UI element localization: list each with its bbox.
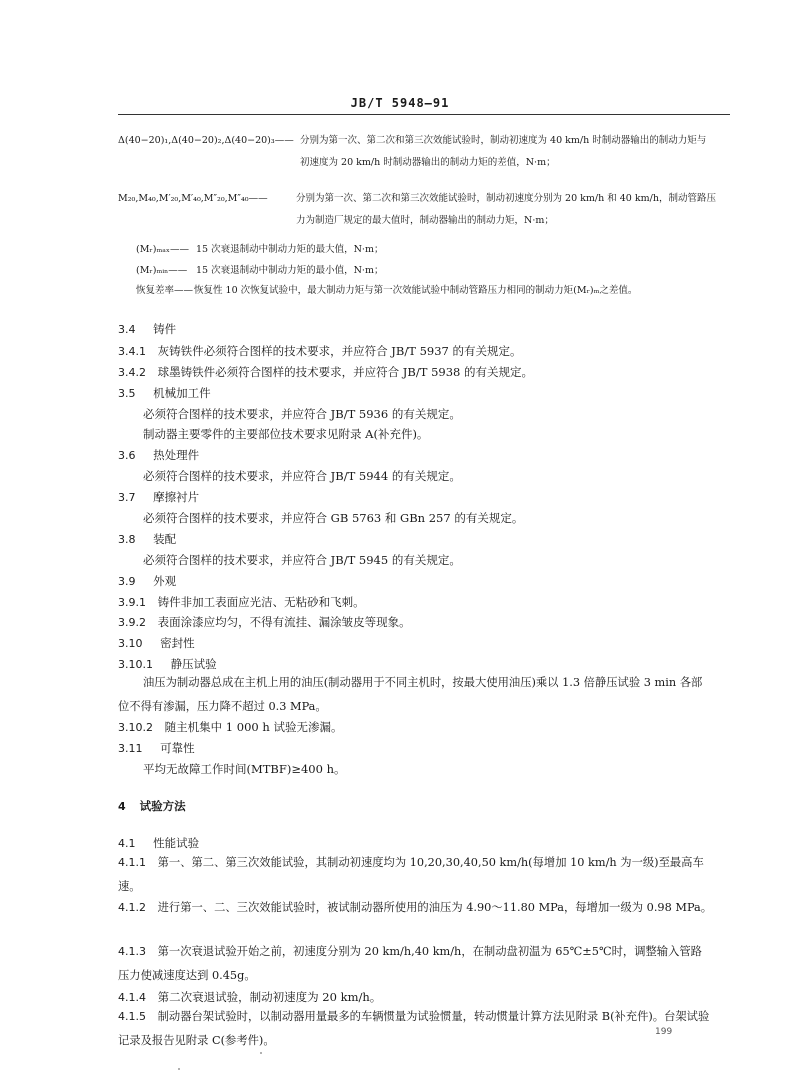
section-number: 4.1: [118, 837, 136, 850]
section-heading: [118, 447, 199, 464]
scan-speck: [178, 1068, 180, 1070]
section-heading: [118, 385, 211, 402]
clause-number: 4.1.3: [118, 945, 146, 958]
section-title: 热处理件: [153, 448, 200, 462]
section-heading: [118, 635, 195, 652]
clause-text: 进行第一、二、三次效能试验时，被试制动器所使用的油压为 4.90～11.80 MPa，每增加一级为 0.98 MPa。: [157, 901, 713, 914]
clause-text: 第一、第二、第三次效能试验，其制动初速度均为 10,20,30,40,50 km/h(每增加 10 km/h 为一级)至最高车速。: [118, 856, 704, 893]
clause-text: 第二次衰退试验，制动初速度为 20 km/h。: [157, 990, 382, 1004]
symbol-term-recovery: 恢复差率——: [136, 285, 194, 296]
section-title: 可靠性: [160, 741, 195, 755]
section-heading: [118, 321, 176, 338]
section-heading: [118, 740, 195, 757]
clause-text: 铸件非加工表面应光洁、无粘砂和飞刺。: [157, 595, 365, 609]
header-rule: [118, 114, 730, 115]
clause-number: 3.4.2: [118, 366, 146, 379]
chapter-title: 试验方法: [139, 799, 186, 813]
section-heading: [118, 835, 199, 852]
clause: [118, 614, 411, 631]
section-title: 装配: [153, 532, 177, 546]
section-title: 密封性: [160, 636, 195, 650]
paragraph: 必须符合图样的技术要求，并应符合 JB/T 5944 的有关规定。: [143, 469, 461, 483]
section-title: 外观: [153, 574, 177, 588]
section-number: 3.9: [118, 575, 136, 588]
clause-number: 4.1.5: [118, 1010, 146, 1023]
section-number: 3.8: [118, 533, 136, 546]
clause: [118, 989, 381, 1006]
symbol-desc-recovery: 恢复性 10 次恢复试验中，最大制动力矩与第一次效能试验中制动管路压力相同的制动力矩(Mᵣ)ₘ之差值。: [194, 285, 638, 296]
scan-speck: [260, 1052, 262, 1054]
clause-number: 3.10.2: [118, 721, 153, 734]
clause-text: 表面涂漆应均匀，不得有流挂、漏涂皱皮等现象。: [157, 615, 411, 629]
clause: [118, 719, 342, 736]
clause-text: 球墨铸铁件必须符合图样的技术要求，并应符合 JB/T 5938 的有关规定。: [157, 365, 533, 379]
clause-number: 3.9.1: [118, 596, 146, 609]
section-heading: [118, 573, 176, 590]
clause-text: 灰铸铁件必须符合图样的技术要求，并应符合 JB/T 5937 的有关规定。: [157, 344, 522, 358]
section-heading: [118, 531, 176, 548]
subsection-number: 3.10.1: [118, 658, 153, 671]
subsection-title: 静压试验: [170, 657, 217, 671]
section-title: 机械加工件: [153, 386, 211, 400]
clause: [118, 851, 713, 899]
paragraph-static-pressure: 油压为制动器总成在主机上用的油压(制动器用于不同主机时，按最大使用油压)乘以 1.3 倍静压试验 3 min 各部位不得有渗漏，压力降不超过 0.3 MPa。: [118, 676, 703, 713]
symbol-term-mr-max: (Mᵣ)ₘₐₓ——: [136, 244, 189, 255]
section-heading: [118, 489, 199, 506]
clause: [118, 364, 533, 381]
section-number: 3.7: [118, 491, 136, 504]
section-title: 铸件: [153, 322, 177, 336]
section-number: 3.5: [118, 387, 136, 400]
symbol-term-delta: Δ(40−20)₁,Δ(40−20)₂,Δ(40−20)₃——: [118, 135, 294, 146]
clause: [118, 343, 522, 360]
symbol-desc-delta: 分别为第一次、第二次和第三次效能试验时，制动初速度为 40 km/h 时制动器输出的制动力矩与初速度为 20 km/h 时制动器输出的制动力矩的差值，N·m；: [300, 135, 707, 168]
section-number: 3.10: [118, 637, 143, 650]
paragraph: 必须符合图样的技术要求，并应符合 GB 5763 和 GBn 257 的有关规定。: [143, 511, 524, 525]
section-number: 3.6: [118, 449, 136, 462]
paragraph: 必须符合图样的技术要求，并应符合 JB/T 5936 的有关规定。: [143, 407, 461, 421]
paragraph: 制动器主要零件的主要部位技术要求见附录 A(补充件)。: [143, 427, 429, 441]
clause-number: 4.1.4: [118, 991, 146, 1004]
page-number: 199: [655, 1027, 673, 1037]
symbol-desc-mr-min: 15 次衰退制动中制动力矩的最小值，N·m；: [196, 265, 384, 276]
section-title: 摩擦衬片: [153, 490, 200, 504]
symbol-term-moments: M₂₀,M₄₀,M′₂₀,M′₄₀,M″₂₀,M″₄₀——: [118, 193, 268, 204]
clause-number: 3.4.1: [118, 345, 146, 358]
section-title: 性能试验: [153, 836, 200, 850]
clause-text: 制动器台架试验时，以制动器用量最多的车辆惯量为试验惯量，转动惯量计算方法见附录 B(补充件)。台架试验记录及报告见附录 C(参考件)。: [118, 1010, 710, 1047]
symbol-desc-mr-max: 15 次衰退制动中制动力矩的最大值，N·m；: [196, 244, 384, 255]
clause-text: 随主机集中 1 000 h 试验无渗漏。: [164, 720, 343, 734]
clause: [118, 1005, 713, 1053]
chapter-heading: [118, 798, 186, 815]
document-code-header: JB/T 5948—91: [350, 96, 450, 110]
clause: [118, 896, 713, 920]
clause-text: 第一次衰退试验开始之前，初速度分别为 20 km/h,40 km/h，在制动盘初温为 65℃±5℃时，调整输入管路压力使减速度达到 0.45g。: [118, 945, 702, 982]
clause-number: 3.9.2: [118, 616, 146, 629]
chapter-number: 4: [118, 800, 126, 813]
clause-number: 4.1.2: [118, 901, 146, 914]
section-number: 3.4: [118, 323, 136, 336]
clause-number: 4.1.1: [118, 856, 146, 869]
symbol-term-mr-min: (Mᵣ)ₘᵢₙ——: [136, 265, 188, 276]
clause: [118, 940, 713, 988]
section-number: 3.11: [118, 742, 143, 755]
paragraph: 必须符合图样的技术要求，并应符合 JB/T 5945 的有关规定。: [143, 553, 461, 567]
symbol-desc-moments: 分别为第一次、第二次和第三次效能试验时，制动初速度分别为 20 km/h 和 40 km/h，制动管路压力为制造厂规定的最大值时，制动器输出的制动力矩，N·m；: [296, 193, 716, 226]
paragraph: 平均无故障工作时间(MTBF)≥400 h。: [143, 762, 346, 776]
clause: [118, 594, 365, 611]
